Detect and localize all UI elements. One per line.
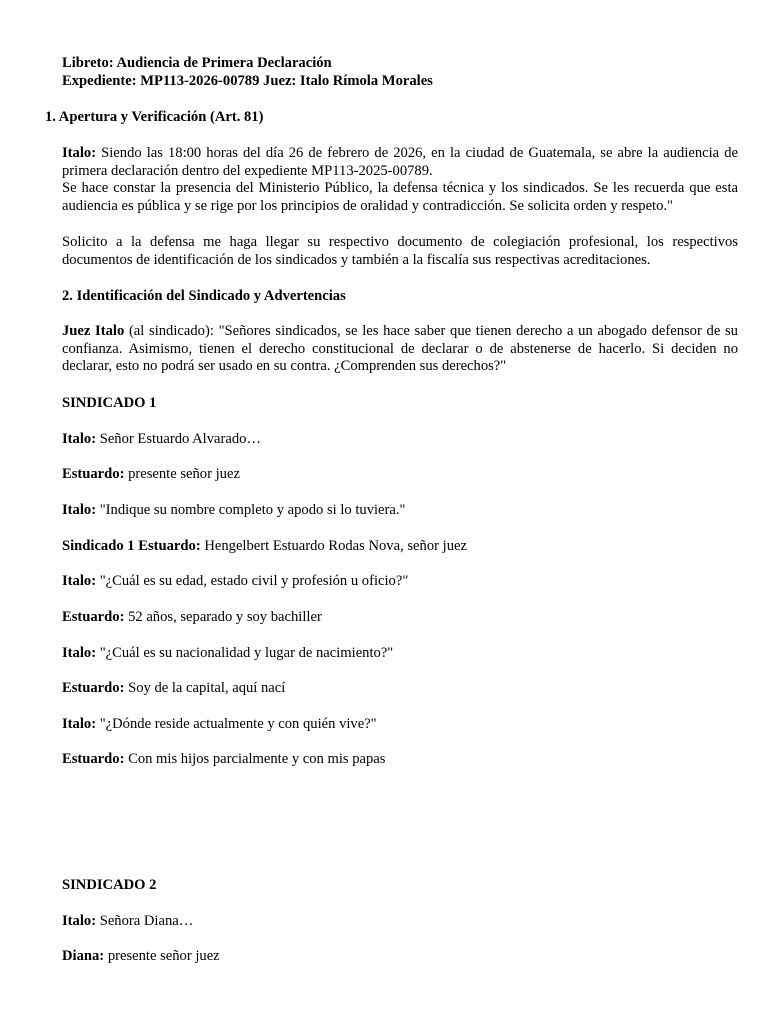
dialogue-line <box>62 609 738 627</box>
sindicado-1-heading-text: SINDICADO 1 <box>62 395 157 411</box>
dialogue-text: "Indique su nombre completo y apodo si lo tuviera." <box>96 502 406 518</box>
dialogue-line <box>62 680 738 698</box>
dialogue-line <box>62 573 738 591</box>
dialogue-text: 52 años, separado y soy bachiller <box>124 609 322 625</box>
dialogue-text: "¿Dónde reside actualmente y con quién vive?" <box>96 716 377 732</box>
speaker-label: Italo: <box>62 913 97 929</box>
dialogue-text: Señora Diana… <box>96 913 194 929</box>
section-1-heading-text: 1. Apertura y Verificación (Art. 81) <box>45 109 264 125</box>
dialogue-line <box>62 913 738 931</box>
dialogue-text: Señor Estuardo Alvarado… <box>96 431 262 447</box>
document-header <box>62 55 738 90</box>
speaker-label: Italo: <box>62 502 97 518</box>
dialogue-text: presente señor juez <box>104 948 220 964</box>
dialogue-line <box>62 466 738 484</box>
section-2-heading-text: 2. Identificación del Sindicado y Advertencias <box>62 288 346 304</box>
speaker-label: Estuardo: <box>62 751 125 767</box>
dialogue-line <box>62 502 738 520</box>
dialogue-text: "¿Cuál es su edad, estado civil y profesión u oficio?" <box>96 573 409 589</box>
speaker-label: Diana: <box>62 948 105 964</box>
dialogue-text: (al sindicado): "Señores sindicados, se les hace saber que tienen derecho a un abogado defensor de su confianza. Asimismo, tienen el derecho constitucional de declarar o de abstenerse de hacerlo. Si deciden no declarar, esto no podrá ser usado en su contra. ¿Comprenden sus derechos?" <box>62 323 738 374</box>
sindicado-2-heading-text: SINDICADO 2 <box>62 877 157 893</box>
sindicado-2-heading <box>62 877 738 895</box>
script-title: Libreto: Audiencia de Primera Declaración <box>62 55 332 71</box>
dialogue-line <box>62 538 738 556</box>
case-file-line: Expediente: MP113-2026-00789 Juez: Italo Rímola Morales <box>62 72 433 89</box>
section-1-paragraph-1 <box>62 145 738 215</box>
speaker-label: Italo: <box>62 716 97 732</box>
speaker-label: Estuardo: <box>62 680 125 696</box>
dialogue-text: Se hace constar la presencia del Ministerio Público, la defensa técnica y los sindicados. Se les recuerda que esta audiencia es pública y se rige por los principios de oralidad y contradicción. Se solicita orden y respeto." <box>62 180 738 214</box>
dialogue-text: Soy de la capital, aquí nací <box>124 680 286 696</box>
dialogue-text: Con mis hijos parcialmente y con mis papas <box>124 751 386 767</box>
speaker-label: Italo: <box>62 145 97 161</box>
dialogue-line <box>62 948 738 966</box>
speaker-label: Italo: <box>62 573 97 589</box>
dialogue-text: Hengelbert Estuardo Rodas Nova, señor juez <box>200 538 467 554</box>
speaker-label: Sindicado 1 Estuardo: <box>62 538 201 554</box>
dialogue-text: Siendo las 18:00 horas del día 26 de febrero de 2026, en la ciudad de Guatemala, se abre la audiencia de primera declaración dentro del expediente MP113-2025-00789. <box>62 145 738 179</box>
speaker-label: Italo: <box>62 431 97 447</box>
dialogue-text: presente señor juez <box>124 466 240 482</box>
dialogue-line <box>62 431 738 449</box>
dialogue-line <box>62 751 738 769</box>
section-1-paragraph-2 <box>62 234 738 269</box>
dialogue-line <box>62 645 738 663</box>
dialogue-line <box>62 716 738 734</box>
dialogue-text: "¿Cuál es su nacionalidad y lugar de nacimiento?" <box>96 645 394 661</box>
section-2-paragraph <box>62 323 738 376</box>
section-1-heading <box>45 109 721 127</box>
speaker-label: Italo: <box>62 645 97 661</box>
speaker-label: Estuardo: <box>62 466 125 482</box>
section-2-heading <box>62 288 738 306</box>
speaker-label: Juez Italo <box>62 323 125 339</box>
sindicado-1-heading <box>62 395 738 413</box>
dialogue-text: Solicito a la defensa me haga llegar su respectivo documento de colegiación profesional, los respectivos documentos de identificación de los sindicados y también a la fiscalía sus respectivas acreditaciones. <box>62 234 738 268</box>
speaker-label: Estuardo: <box>62 609 125 625</box>
